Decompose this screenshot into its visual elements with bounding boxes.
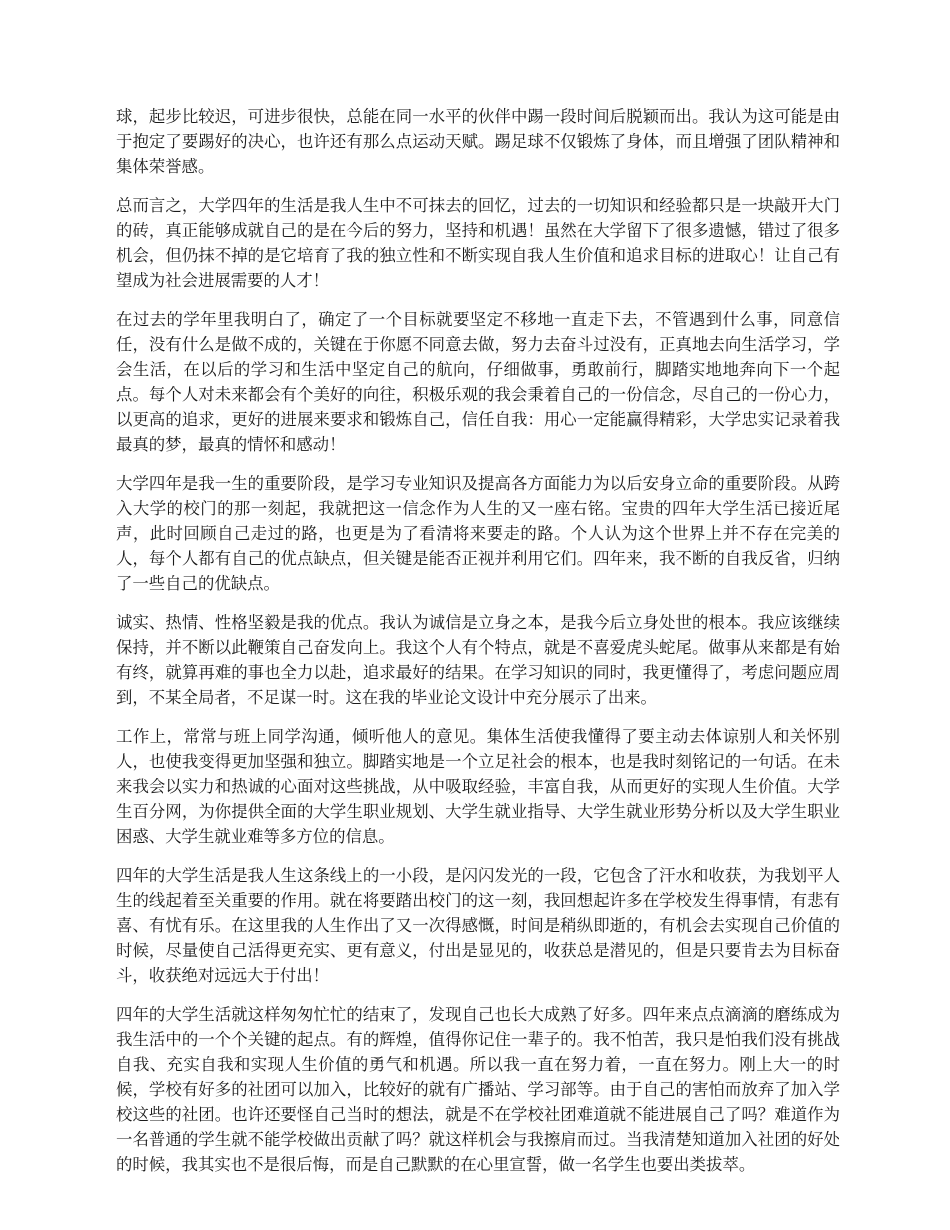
paragraph-football: 球，起步比较迟，可进步很快，总能在同一水平的伙伴中踢一段时间后脱颖而出。我认为这可能是由于抱定了要踢好的决心，也许还有那么点运动天赋。踢足球不仅锻炼了身体，而且增强了团队精神和集体荣誉感。 (116, 107, 840, 176)
paragraph-strengths: 诚实、热情、性格坚毅是我的优点。我认为诚信是立身之本，是我今后立身处世的根本。我应该继续保持，并不断以此鞭策自己奋发向上。我这个人有个特点，就是不喜爱虎头蛇尾。做事从来都是有始有终，就算再难的事也全力以赴，追求最好的结果。在学习知识的同时，我更懂得了，考虑问题应周到，不某全局者，不足谋一时。这在我的毕业论文设计中充分展示了出来。 (116, 613, 840, 707)
paragraph-four-years-stage: 大学四年是我一生的重要阶段，是学习专业知识及提高各方面能力为以后安身立命的重要阶段。从跨入大学的校门的那一刻起，我就把这一信念作为人生的又一座右铭。宝贵的四年大学生活已接近尾声，此时回顾自己走过的路，也更是为了看清将来要走的路。个人认为这个世界上并不存在完美的人，每个人都有自己的优点缺点，但关键是能否正视并利用它们。四年来，我不断的自我反省，归纳了一些自己的优缺点。 (116, 474, 840, 593)
paragraph-summary: 总而言之，大学四年的生活是我人生中不可抹去的回忆，过去的一切知识和经验都只是一块敲开大门的砖，真正能够成就自己的是在今后的努力，坚持和机遇！虽然在大学留下了很多遗憾，错过了很多机会，但仍抹不掉的是它培育了我的独立性和不断实现自我人生价值和追求目标的进取心！让自己有望成为社会进展需要的人才！ (116, 196, 840, 290)
paragraph-work: 工作上，常常与班上同学沟通，倾听他人的意见。集体生活使我懂得了要主动去体谅别人和关怀别人，也使我变得更加坚强和独立。脚踏实地是一个立足社会的根本，也是我时刻铭记的一句话。在未来我会以实力和热诚的心面对这些挑战，从中吸取经验，丰富自我，从而更好的实现人生价值。大学生百分网，为你提供全面的大学生职业规划、大学生就业指导、大学生就业形势分析以及大学生职业困惑、大学生就业难等多方位的信息。 (116, 727, 840, 846)
paragraph-life-line: 四年的大学生活是我人生这条线上的一小段，是闪闪发光的一段，它包含了汗水和收获，为我划平人生的线起着至关重要的作用。就在将要踏出校门的这一刻，我回想起许多在学校发生得事情，有悲有喜、有忧有乐。在这里我的人生作出了又一次得感慨，时间是稍纵即逝的，有机会去实现自己价值的时候，尽量使自己活得更充实、更有意义，付出是显见的，收获总是潜见的，但是只要肯去为目标奋斗，收获绝对远远大于付出！ (116, 866, 840, 985)
paragraph-ending: 四年的大学生活就这样匆匆忙忙的结束了，发现自己也长大成熟了好多。四年来点点滴滴的磨练成为我生活中的一个个关键的起点。有的辉煌，值得你记住一辈子的。我不怕苦，我只是怕我们没有挑战自我、充实自我和实现人生价值的勇气和机遇。所以我一直在努力着，一直在努力。刚上大一的时候，学校有好多的社团可以加入，比较好的就有广播站、学习部等。由于自己的害怕而放弃了加入学校这些的社团。也许还要怪自己当时的想法，就是不在学校社团难道就不能进展自己了吗？难道作为一名普通的学生就不能学校做出贡献了吗？就这样机会与我擦肩而过。当我清楚知道加入社团的好处的时候，我其实也不是很后悔，而是自己默默的在心里宣誓，做一名学生也要出类拔萃。 (116, 1005, 840, 1174)
document-body (116, 104, 840, 1191)
paragraph-past-year: 在过去的学年里我明白了，确定了一个目标就要坚定不移地一直走下去，不管遇到什么事，同意信任，没有什么是做不成的，关键在于你愿不同意去做，努力去奋斗过没有，正真地去向生活学习，学会生活，在以后的学习和生活中坚定自己的航向，仔细做事，勇敢前行，脚踏实地地奔向下一个起点。每个人对未来都会有个美好的向往，积极乐观的我会秉着自己的一份信念，尽自己的一份心力，以更高的追求，更好的进展来要求和锻炼自己，信任自我：用心一定能赢得精彩，大学忠实记录着我最真的梦，最真的情怀和感动！ (116, 310, 840, 454)
